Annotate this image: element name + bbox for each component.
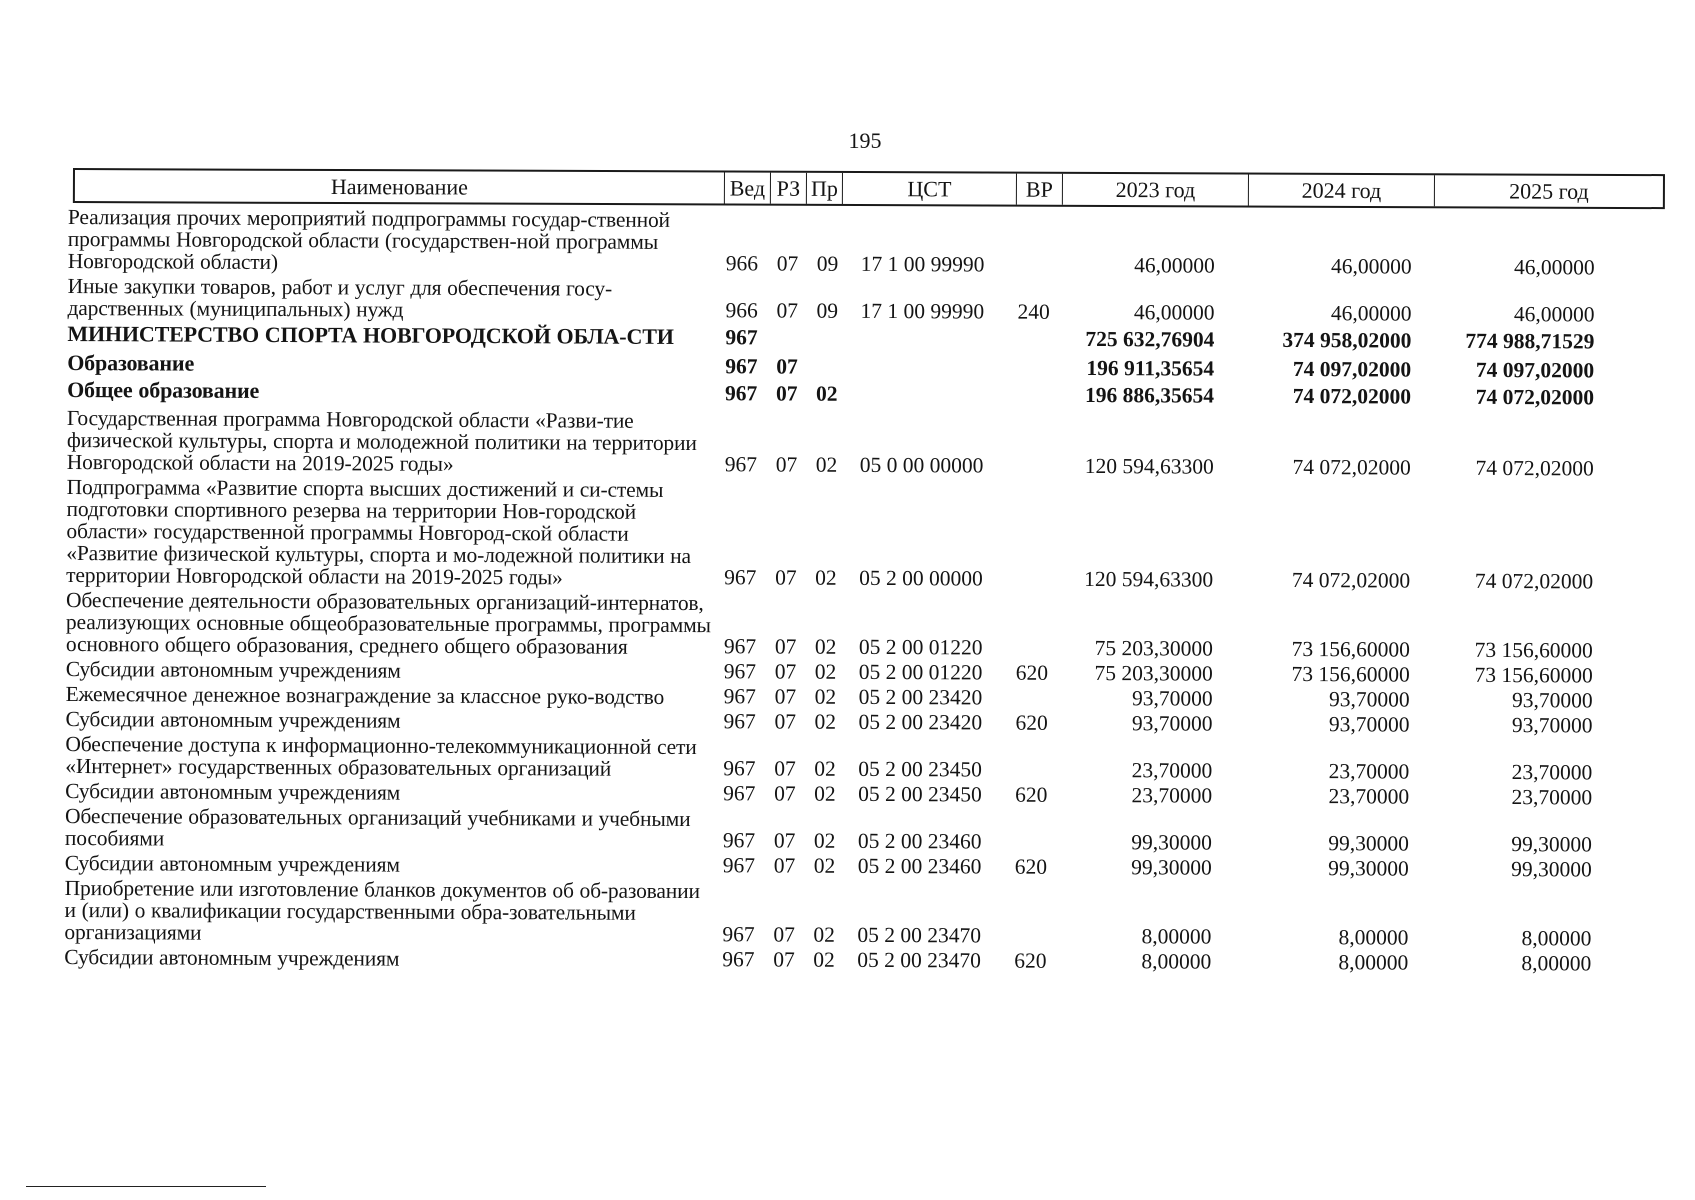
row-name: Субсидии автономным учреждениям [64,850,400,877]
row-2024: 73 156,60000 [1291,636,1410,662]
row-2023: 8,00000 [1141,924,1212,949]
row-vr: 620 [1014,854,1048,879]
row-rz: 07 [773,922,796,947]
row-cst: 17 1 00 99990 [860,251,985,277]
row-2025: 99,30000 [1511,832,1592,857]
row-2024: 74 072,02000 [1292,454,1411,480]
row-2025: 8,00000 [1521,951,1592,976]
row-2024: 8,00000 [1338,950,1409,975]
row-ved: 966 [725,251,759,276]
row-pr: 02 [815,452,838,477]
row-pr: 02 [815,565,837,590]
row-2025: 8,00000 [1521,926,1592,951]
row-name: Подпрограмма «Развитие спорта высших достижений и си-стемы подготовки спортивного резерва на территории Нов-городской области» государственной программы Новгород-ской области «Развитие физической культуры, спорта и мо-лодежной политики на территории Новгородской области на 2019-2025 годы» [66,474,692,590]
row-vr: 620 [1015,782,1048,807]
row-2024: 93,70000 [1328,712,1410,737]
row-pr: 02 [814,684,837,709]
row-2023: 93,70000 [1131,686,1213,711]
row-vr: 620 [1014,948,1047,973]
table-row [68,206,1665,280]
row-name: Реализация прочих мероприятий подпрограммы государ-ственной программы Новгородской области (государствен-ной программы Новгородской области) [67,205,670,275]
row-2024: 8,00000 [1338,925,1409,950]
row-2024: 374 958,02000 [1282,327,1412,353]
row-cst: 05 2 00 23420 [858,684,983,710]
row-cst: 17 1 00 99990 [860,298,985,324]
row-name: Общее образование [67,376,260,403]
row-2023: 196 886,35654 [1085,382,1215,408]
row-ved: 967 [725,381,758,406]
row-2024: 99,30000 [1328,831,1409,856]
row-rz: 07 [774,659,797,684]
row-name: Образование [67,349,195,376]
row-2025: 46,00000 [1514,255,1595,280]
row-2025: 99,30000 [1511,857,1592,882]
row-name: МИНИСТЕРСТВО СПОРТА НОВГОРОДСКОЙ ОБЛА-СТИ [67,320,674,349]
row-2024: 23,70000 [1328,784,1410,809]
row-ved: 967 [725,325,758,350]
row-2025: 23,70000 [1511,760,1593,785]
row-2024: 99,30000 [1328,856,1409,881]
table-row [64,946,1661,976]
row-name: Обеспечение образовательных организаций учебниками и учебными пособиями [64,803,691,851]
row-2025: 74 072,02000 [1474,568,1594,594]
row-2024: 73 156,60000 [1291,661,1410,687]
row-ved: 967 [722,853,756,878]
table-row [67,322,1664,354]
row-rz: 07 [775,565,797,590]
table-row [64,877,1661,951]
row-2023: 120 594,63300 [1084,453,1214,479]
row-cst: 05 2 00 00000 [859,565,983,591]
row-vr: 620 [1015,660,1049,685]
row-name: Ежемесячное денежное вознаграждение за классное руко-водство [65,681,665,709]
row-ved: 967 [722,828,756,853]
col-header-name: Наименование [75,170,725,203]
row-ved: 967 [723,634,757,659]
row-2024: 93,70000 [1328,687,1410,712]
row-pr: 02 [814,781,836,806]
col-header-vr: ВР [1017,174,1063,205]
row-rz: 07 [776,381,798,406]
col-header-2025: 2025 год [1509,178,1589,204]
row-rz: 07 [773,828,796,853]
table-row [66,476,1664,594]
row-cst: 05 2 00 01220 [858,659,983,685]
row-2025: 46,00000 [1513,302,1595,327]
row-rz: 07 [774,756,796,781]
row-pr: 09 [816,298,839,323]
table-row [65,733,1662,785]
table-row [67,275,1664,327]
row-ved: 967 [723,756,756,781]
row-pr: 02 [813,828,836,853]
row-rz: 07 [774,709,797,734]
row-cst: 05 2 00 23460 [857,853,982,879]
row-2025: 73 156,60000 [1474,662,1593,688]
col-header-2023: 2023 год [1063,174,1249,206]
row-ved: 967 [723,781,756,806]
row-2023: 75 203,30000 [1094,661,1213,686]
row-rz: 07 [776,251,799,276]
row-cst: 05 2 00 01220 [858,634,983,660]
row-ved: 967 [723,659,757,684]
row-name: Субсидии автономным учреждениям [65,778,401,805]
row-name: Приобретение или изготовление бланков документов об об-разовании и (или) о квалификации государственными обра-зовательными организациями [64,875,700,945]
row-pr: 02 [813,853,836,878]
row-2024: 74 072,02000 [1291,567,1411,593]
row-2025: 93,70000 [1511,688,1593,713]
row-2023: 23,70000 [1131,783,1213,808]
table-row [67,378,1664,410]
row-ved: 967 [724,565,757,590]
row-2025: 74 097,02000 [1475,357,1595,383]
row-2025: 73 156,60000 [1474,637,1593,663]
row-vr: 240 [1017,299,1050,324]
row-cst: 05 2 00 23450 [858,781,982,807]
row-name: Обеспечение доступа к информационно-телекоммуникационной сети «Интернет» государственных образовательных организаций [65,731,697,781]
row-ved: 967 [723,709,756,734]
row-cst: 05 2 00 23420 [858,709,983,735]
row-rz: 07 [773,853,796,878]
row-rz: 07 [773,947,795,972]
col-header-ved: Вед [725,173,771,204]
table-row [67,407,1664,481]
table-header [73,168,1665,209]
row-2025: 74 072,02000 [1475,455,1594,481]
row-rz: 07 [774,781,796,806]
row-name: Обеспечение деятельности образовательных организаций-интернатов, реализующих основные общеобразовательные программы, программы основного общего образования, среднего общего образования [65,587,711,659]
row-2023: 99,30000 [1131,855,1212,880]
row-2023: 196 911,35654 [1086,355,1215,381]
row-2024: 74 097,02000 [1292,356,1412,382]
row-2023: 46,00000 [1133,300,1215,325]
row-pr: 02 [816,381,838,406]
row-pr: 09 [816,251,839,276]
col-header-2024: 2024 год [1249,175,1435,207]
row-name: Иные закупки товаров, работ и услуг для обеспечения госу-дарственных (муниципальных) нужд [67,273,613,322]
row-cst: 05 2 00 23450 [858,756,982,782]
row-name: Субсидии автономным учреждениям [65,706,401,733]
row-pr: 02 [814,659,837,684]
row-ved: 967 [725,354,758,379]
row-2025: 93,70000 [1511,713,1593,738]
row-2024: 46,00000 [1331,254,1412,279]
row-2025: 74 072,02000 [1475,384,1595,410]
row-2023: 120 594,63300 [1084,566,1214,592]
row-2023: 23,70000 [1131,758,1213,783]
row-cst: 05 2 00 23460 [857,828,982,854]
row-ved: 967 [723,684,756,709]
row-2024: 46,00000 [1330,301,1412,326]
row-2023: 93,70000 [1131,711,1213,736]
row-pr: 02 [814,756,836,781]
row-rz: 07 [776,354,798,379]
row-vr: 620 [1015,710,1048,735]
row-pr: 02 [814,634,837,659]
row-2023: 725 632,76904 [1085,326,1215,352]
row-ved: 967 [722,947,755,972]
row-ved: 966 [725,298,758,323]
table-body [64,206,1665,979]
page-number: 195 [848,128,882,153]
row-2023: 75 203,30000 [1094,636,1213,661]
row-pr: 02 [813,922,836,947]
table-row [65,805,1662,857]
row-2024: 23,70000 [1328,759,1410,784]
row-cst: 05 0 00 00000 [859,452,984,478]
row-rz: 07 [776,298,799,323]
row-2023: 46,00000 [1134,253,1215,278]
footnote-divider [26,1186,266,1187]
row-2025: 774 988,71529 [1465,328,1595,354]
col-header-cst: ЦСТ [843,173,1017,205]
col-header-pr: Пр [807,173,843,204]
row-pr: 02 [813,947,835,972]
row-name: Субсидии автономным учреждениям [64,944,400,971]
row-ved: 967 [722,922,755,947]
row-rz: 07 [774,684,797,709]
row-rz: 07 [774,634,797,659]
row-2023: 8,00000 [1141,949,1212,974]
row-pr: 02 [814,709,837,734]
row-cst: 05 2 00 23470 [857,947,982,973]
row-2023: 99,30000 [1131,830,1212,855]
row-name: Субсидии автономным учреждениям [65,656,401,683]
row-cst: 05 2 00 23470 [857,922,982,948]
row-rz: 07 [775,452,798,477]
row-2025: 23,70000 [1511,785,1593,810]
col-header-rz: РЗ [771,173,807,204]
table-row [66,589,1663,663]
row-name: Государственная программа Новгородской области «Разви-тие физической культуры, спорта и молодежной политики на территории Новгородской области на 2019-2025 годы» [66,405,697,476]
row-2024: 74 072,02000 [1292,383,1412,409]
row-ved: 967 [724,452,758,477]
table-row [67,351,1664,383]
